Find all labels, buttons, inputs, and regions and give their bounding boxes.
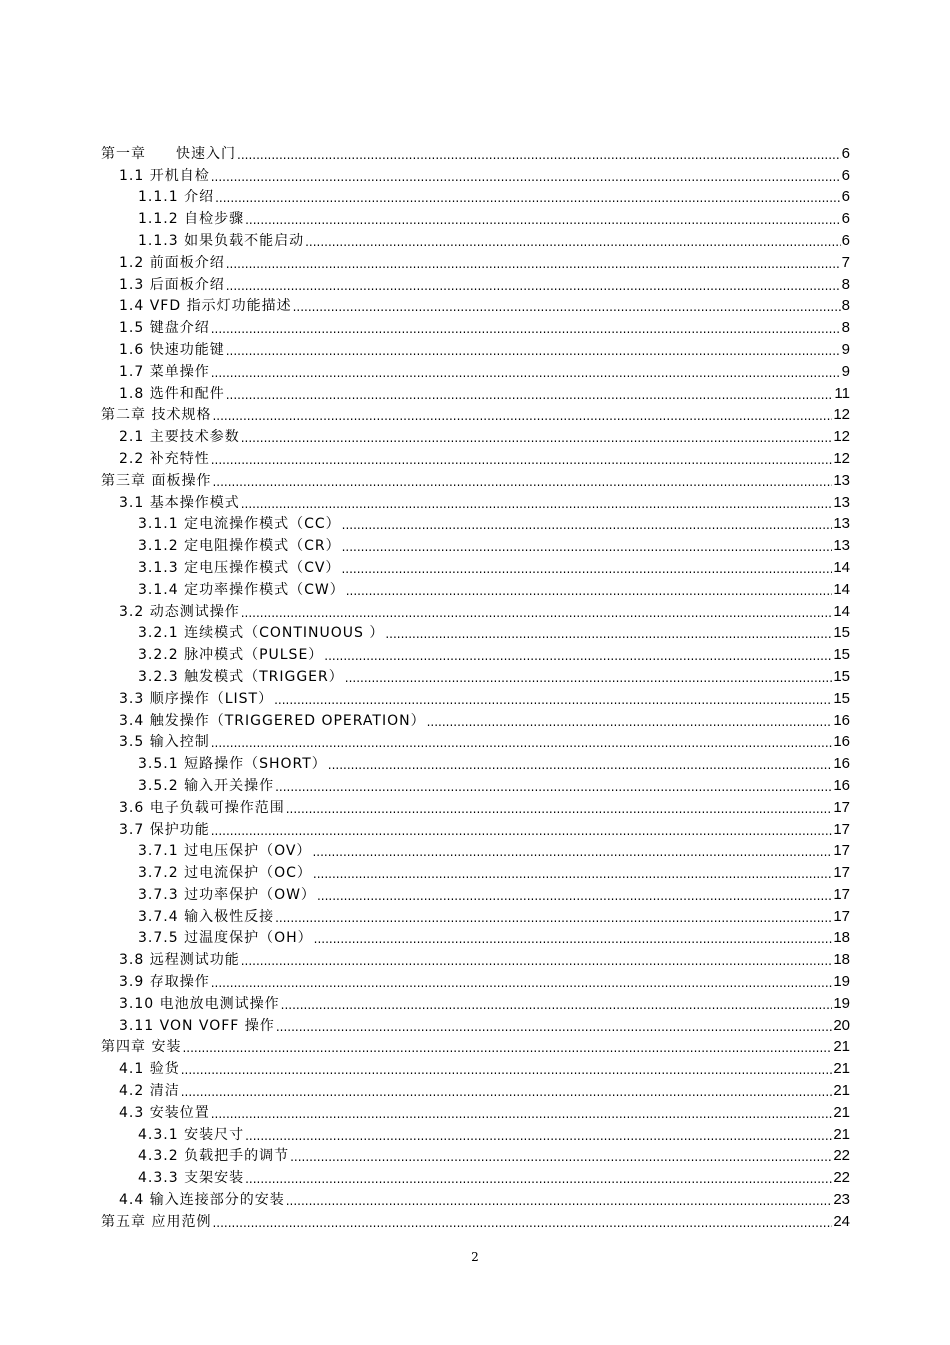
toc-dot-leader: [281, 997, 833, 1013]
toc-entry-title: 3.1.4 定功率操作模式（CW）: [138, 581, 345, 598]
toc-entry[interactable]: [101, 730, 850, 752]
toc-entry-page: 12: [833, 428, 850, 446]
toc-dot-leader: [245, 212, 841, 228]
toc-entry[interactable]: [101, 1100, 850, 1122]
toc-dot-leader: [211, 321, 841, 337]
toc-dot-leader: [211, 452, 833, 468]
toc-entry-title: 3.1.2 定电阻操作模式（CR）: [138, 538, 341, 555]
toc-entry-page: 22: [833, 1147, 850, 1165]
toc-entry-title: 3.5 输入控制: [119, 734, 210, 751]
toc-dot-leader: [314, 931, 833, 947]
toc-entry[interactable]: [101, 490, 850, 512]
toc-dot-leader: [286, 801, 833, 817]
toc-entry-page: 12: [833, 406, 850, 424]
toc-entry-page: 15: [833, 667, 850, 685]
toc-entry[interactable]: [101, 163, 850, 185]
toc-entry-title: 4.1 验货: [119, 1061, 180, 1078]
toc-dot-leader: [241, 605, 833, 621]
toc-entry-page: 16: [833, 755, 850, 773]
toc-entry[interactable]: [101, 1144, 850, 1166]
toc-entry[interactable]: [101, 228, 850, 250]
toc-entry[interactable]: [101, 773, 850, 795]
toc-dot-leader: [211, 365, 841, 381]
toc-entry-title: 3.5.1 短路操作（SHORT）: [138, 756, 327, 773]
toc-entry-title: 1.5 键盘介绍: [119, 320, 210, 337]
toc-entry[interactable]: [101, 1165, 850, 1187]
toc-entry-title: 3.7.1 过电压保护（OV）: [138, 843, 312, 860]
toc-dot-leader: [275, 910, 832, 926]
toc-entry-title: 3.2.1 连续模式（CONTINUOUS ）: [138, 625, 385, 642]
toc-dot-leader: [211, 735, 833, 751]
toc-dot-leader: [212, 1215, 832, 1231]
toc-entry[interactable]: [101, 1122, 850, 1144]
toc-entry[interactable]: [101, 599, 850, 621]
toc-dot-leader: [317, 888, 832, 904]
toc-entry[interactable]: [101, 185, 850, 207]
toc-dot-leader: [313, 866, 832, 882]
toc-entry[interactable]: [101, 926, 850, 948]
toc-dot-leader: [241, 953, 833, 969]
toc-dot-leader: [312, 844, 832, 860]
toc-entry[interactable]: [101, 555, 850, 577]
toc-entry[interactable]: [101, 533, 850, 555]
toc-entry[interactable]: [101, 468, 850, 490]
toc-dot-leader: [274, 692, 832, 708]
toc-entry-page: 11: [834, 384, 850, 402]
toc-entry-page: 16: [833, 776, 850, 794]
toc-dot-leader: [182, 1040, 832, 1056]
toc-entry-page: 15: [833, 689, 850, 707]
toc-entry[interactable]: [101, 424, 850, 446]
toc-entry-title: 第二章 技术规格: [101, 407, 212, 424]
toc-entry[interactable]: [101, 664, 850, 686]
toc-entry[interactable]: [101, 947, 850, 969]
toc-dot-leader: [226, 343, 841, 359]
toc-entry[interactable]: [101, 1035, 850, 1057]
toc-entry-page: 20: [833, 1016, 850, 1034]
toc-entry-title: 1.3 后面板介绍: [119, 276, 225, 293]
toc-entry-title: 3.9 存取操作: [119, 974, 210, 991]
toc-dot-leader: [341, 561, 832, 577]
toc-dot-leader: [324, 648, 832, 664]
toc-entry-page: 8: [841, 275, 850, 293]
toc-entry[interactable]: [101, 1209, 850, 1231]
toc-entry-page: 18: [833, 951, 850, 969]
toc-entry-page: 17: [833, 907, 850, 925]
toc-dot-leader: [241, 430, 833, 446]
toc-entry-title: 3.2.2 脉冲模式（PULSE）: [138, 647, 324, 664]
toc-entry[interactable]: [101, 839, 850, 861]
toc-entry-title: 1.1.2 自检步骤: [138, 211, 245, 228]
toc-entry-title: 4.3.2 负载把手的调节: [138, 1148, 290, 1165]
toc-entry[interactable]: [101, 708, 850, 730]
toc-entry[interactable]: [101, 1013, 850, 1035]
toc-entry-page: 8: [841, 319, 850, 337]
toc-entry[interactable]: [101, 577, 850, 599]
toc-entry-page: 17: [833, 820, 850, 838]
toc-entry-title: 3.5.2 输入开关操作: [138, 777, 275, 794]
toc-entry[interactable]: [101, 315, 850, 337]
toc-entry-title: 3.7 保护功能: [119, 821, 210, 838]
toc-entry-title: 3.8 远程测试功能: [119, 952, 240, 969]
toc-entry-title: 4.3.3 支架安装: [138, 1170, 245, 1187]
toc-entry-page: 8: [841, 297, 850, 315]
toc-entry-title: 1.1.3 如果负载不能启动: [138, 232, 305, 249]
toc-entry[interactable]: [101, 795, 850, 817]
toc-dot-leader: [226, 256, 841, 272]
toc-dot-leader: [275, 779, 832, 795]
toc-dot-leader: [276, 1019, 833, 1035]
toc-entry-title: 3.7.4 输入极性反接: [138, 908, 275, 925]
toc-entry-page: 18: [833, 929, 850, 947]
toc-entry-page: 15: [833, 646, 850, 664]
toc-entry-title: 3.10 电池放电测试操作: [119, 995, 280, 1012]
toc-entry[interactable]: [101, 904, 850, 926]
toc-entry-title: 3.2.3 触发模式（TRIGGER）: [138, 668, 344, 685]
toc-entry-page: 21: [833, 1060, 850, 1078]
toc-entry-page: 23: [833, 1191, 850, 1209]
toc-entry-page: 14: [833, 602, 850, 620]
toc-entry[interactable]: [101, 446, 850, 468]
toc-entry-page: 6: [841, 144, 850, 162]
toc-dot-leader: [241, 496, 833, 512]
toc-dot-leader: [211, 975, 833, 991]
toc-dot-leader: [290, 1149, 832, 1165]
toc-entry-page: 14: [833, 580, 850, 598]
toc-dot-leader: [226, 278, 841, 294]
toc-entry-page: 19: [833, 973, 850, 991]
toc-entry-title: 4.3.1 安装尺寸: [138, 1126, 245, 1143]
toc-dot-leader: [226, 387, 834, 403]
toc-entry-title: 3.4 触发操作（TRIGGERED OPERATION）: [119, 712, 426, 729]
toc-entry-title: 4.4 输入连接部分的安装: [119, 1192, 285, 1209]
toc-dot-leader: [342, 517, 833, 533]
toc-entry[interactable]: [101, 294, 850, 316]
toc-entry-title: 4.2 清洁: [119, 1083, 180, 1100]
toc-entry-page: 14: [833, 558, 850, 576]
toc-entry[interactable]: [101, 1187, 850, 1209]
toc-entry-title: 3.1.3 定电压操作模式（CV）: [138, 559, 341, 576]
toc-entry[interactable]: [101, 642, 850, 664]
toc-dot-leader: [211, 1106, 833, 1122]
toc-entry[interactable]: [101, 403, 850, 425]
toc-entry[interactable]: [101, 359, 850, 381]
toc-entry-title: 4.3 安装位置: [119, 1104, 210, 1121]
toc-entry-page: 16: [833, 711, 850, 729]
toc-entry[interactable]: [101, 250, 850, 272]
toc-entry-title: 3.2 动态测试操作: [119, 603, 240, 620]
toc-dot-leader: [293, 299, 841, 315]
toc-entry-page: 7: [841, 253, 850, 271]
toc-entry-title: 1.4 VFD 指示灯功能描述: [119, 298, 292, 315]
table-of-contents: [101, 141, 850, 1231]
toc-entry-page: 9: [841, 340, 850, 358]
toc-entry-page: 21: [833, 1103, 850, 1121]
toc-entry[interactable]: [101, 882, 850, 904]
page-number: 2: [471, 1250, 479, 1264]
toc-entry-title: 3.3 顺序操作（LIST）: [119, 690, 274, 707]
toc-entry-title: 1.1.1 介绍: [138, 189, 215, 206]
toc-entry[interactable]: [101, 991, 850, 1013]
toc-entry-title: 第四章 安装: [101, 1039, 182, 1056]
toc-dot-leader: [385, 626, 832, 642]
toc-dot-leader: [211, 169, 841, 185]
toc-entry-page: 9: [841, 362, 850, 380]
toc-entry-title: 3.1 基本操作模式: [119, 494, 240, 511]
toc-dot-leader: [286, 1193, 833, 1209]
toc-entry-page: 21: [833, 1038, 850, 1056]
toc-entry-title: 1.2 前面板介绍: [119, 254, 225, 271]
toc-entry-page: 13: [833, 515, 850, 533]
toc-entry-title: 3.1.1 定电流操作模式（CC）: [138, 516, 341, 533]
toc-entry[interactable]: [101, 686, 850, 708]
toc-entry[interactable]: [101, 337, 850, 359]
toc-entry-page: 16: [833, 733, 850, 751]
toc-dot-leader: [427, 714, 833, 730]
toc-entry[interactable]: [101, 969, 850, 991]
toc-dot-leader: [237, 147, 841, 163]
toc-entry-title: 3.6 电子负载可操作范围: [119, 799, 285, 816]
toc-entry[interactable]: [101, 512, 850, 534]
toc-entry-page: 17: [833, 864, 850, 882]
toc-entry-page: 19: [833, 994, 850, 1012]
toc-dot-leader: [181, 1062, 833, 1078]
toc-entry-page: 17: [833, 842, 850, 860]
toc-entry[interactable]: [101, 141, 850, 163]
toc-dot-leader: [211, 823, 833, 839]
toc-entry-page: 6: [841, 210, 850, 228]
toc-entry-title: 1.7 菜单操作: [119, 363, 210, 380]
toc-entry-page: 6: [841, 231, 850, 249]
toc-entry-title: 3.7.5 过温度保护（OH）: [138, 930, 313, 947]
toc-entry-title: 3.7.2 过电流保护（OC）: [138, 865, 312, 882]
toc-entry[interactable]: [101, 381, 850, 403]
toc-dot-leader: [212, 408, 832, 424]
toc-entry-page: 22: [833, 1169, 850, 1187]
toc-entry[interactable]: [101, 860, 850, 882]
toc-entry-page: 24: [833, 1212, 850, 1230]
toc-entry-title: 1.6 快速功能键: [119, 341, 225, 358]
toc-entry[interactable]: [101, 206, 850, 228]
toc-dot-leader: [328, 757, 833, 773]
toc-dot-leader: [346, 583, 833, 599]
toc-entry[interactable]: [101, 621, 850, 643]
toc-entry-page: 21: [833, 1125, 850, 1143]
toc-entry-page: 13: [833, 537, 850, 555]
toc-entry-page: 6: [841, 188, 850, 206]
toc-entry[interactable]: [101, 817, 850, 839]
toc-entry-page: 21: [833, 1082, 850, 1100]
toc-entry[interactable]: [101, 1078, 850, 1100]
toc-entry-title: 第五章 应用范例: [101, 1213, 212, 1230]
toc-entry-page: 13: [833, 471, 850, 489]
toc-entry[interactable]: [101, 272, 850, 294]
toc-entry-page: 13: [833, 493, 850, 511]
toc-dot-leader: [245, 1128, 832, 1144]
toc-dot-leader: [212, 474, 832, 490]
toc-entry[interactable]: [101, 751, 850, 773]
toc-entry-page: 17: [833, 798, 850, 816]
toc-entry-title: 3.7.3 过功率保护（OW）: [138, 886, 316, 903]
toc-entry-page: 12: [833, 449, 850, 467]
toc-dot-leader: [245, 1171, 832, 1187]
toc-dot-leader: [342, 539, 833, 555]
toc-entry[interactable]: [101, 1056, 850, 1078]
toc-entry-title: 3.11 VON VOFF 操作: [119, 1017, 275, 1034]
toc-entry-title: 1.1 开机自检: [119, 167, 210, 184]
toc-entry-title: 第三章 面板操作: [101, 472, 212, 489]
toc-entry-page: 6: [841, 166, 850, 184]
toc-dot-leader: [345, 670, 833, 686]
toc-dot-leader: [181, 1084, 833, 1100]
toc-dot-leader: [305, 234, 841, 250]
toc-entry-title: 2.2 补充特性: [119, 450, 210, 467]
toc-entry-title: 2.1 主要技术参数: [119, 429, 240, 446]
toc-entry-title: 1.8 选件和配件: [119, 385, 225, 402]
toc-entry-page: 15: [833, 624, 850, 642]
toc-entry-page: 17: [833, 885, 850, 903]
toc-entry-title: 第一章 快速入门: [101, 145, 236, 162]
toc-dot-leader: [215, 190, 841, 206]
